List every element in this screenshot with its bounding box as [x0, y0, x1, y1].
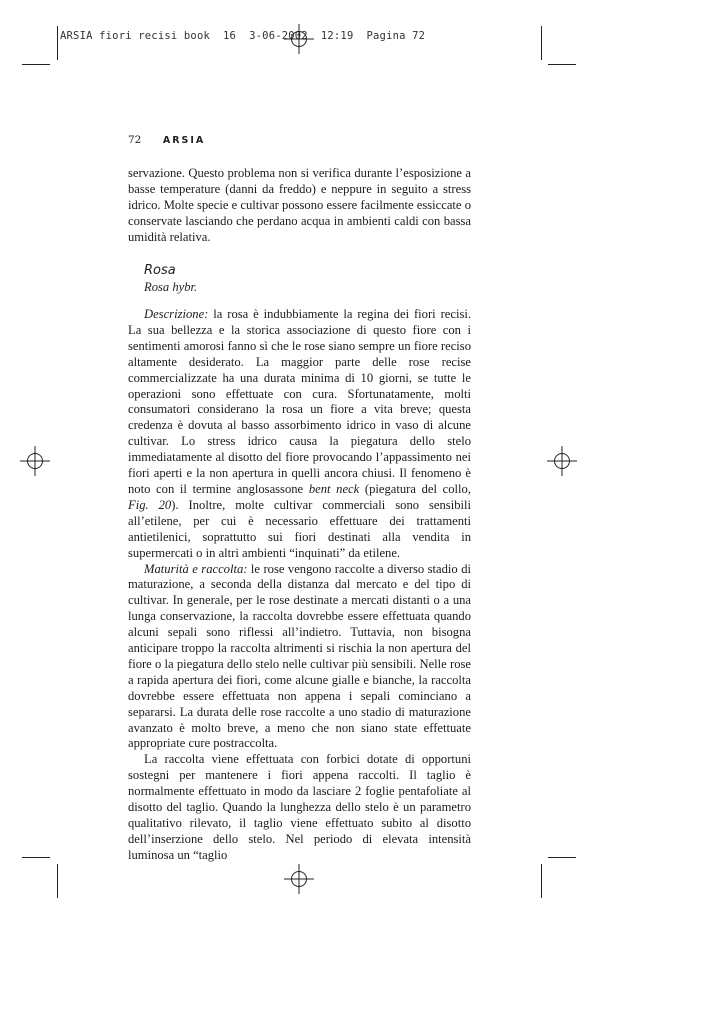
section-title: Rosa [144, 263, 176, 278]
registration-mark-bottom-icon [284, 864, 314, 894]
body-text-block [128, 307, 471, 864]
descrizione-label: Descrizione: [144, 307, 209, 321]
crop-mark-bottom-right-horizontal [548, 857, 576, 858]
raccolta-paragraph: La raccolta viene effettuata con forbici dotate di opportuni sostegni per mantenere i fiori appena raccolti. Il taglio è normalmente effettuato in modo da lasciare 2 foglie pentafoliate al disotto del taglio. Quando la lunghezza dello stelo è un parametro qualitativo rilevato, il taglio viene effettuato subito al disotto dell’inserzione dello stelo. Nel periodo di elevata intensità luminosa un “taglio [128, 752, 471, 862]
descrizione-text-1: la rosa è indubbiamente la regina dei fiori recisi. La sua bellezza e la storica associazione di questo fiore con i sentimenti amorosi fanno sì che le rose siano sempre un fiore reciso altamente desiderato. La maggior parte delle rose recise commercializzate ha una durata minima di 10 giorni, se tutte le operazioni sono effettuate con cura. Sfortunatamente, molti consumatori considerano la rosa un fiore a vita breve; questa credenza è dovuta al basso assorbimento idrico in vaso di alcune cultivar. Lo stress idrico causa la piegatura dello stelo immediatamente al disotto del fiore provocando l’appassimento nei fiori aperti e la non apertura in quelli ancora chiusi. Il fenomeno è noto con il termine anglosassone [128, 307, 471, 496]
crop-mark-bottom-left-horizontal [22, 857, 50, 858]
crop-mark-bottom-left-vertical [57, 864, 58, 898]
maturita-text: le rose vengono raccolte a diverso stadio di maturazione, a seconda della distanza dal mercato e del tipo di cultivar. In generale, per le rose destinate a mercati distanti o a una lunga conservazione, la raccolta dovrebbe essere effettuata quando alcuni sepali sono riflessi all’indietro. Tuttavia, non bisogna anticipare troppo la raccolta altrimenti si rischia la non apertura del fiore o la piegatura dello stelo nelle cultivar più sensibili. Nelle rose a rapida apertura dei fiori, come alcune gialle e bianche, la raccolta dovrebbe essere effettuata non appena i sepali cominciano a separarsi. La durata delle rose raccolte a uno stadio di maturazione avanzato è molto breve, a meno che non siano state effettuate appropriate cure postraccolta. [128, 561, 471, 751]
publisher-name: ARSIA [162, 135, 206, 146]
descrizione-text-2: (piegatura del collo, [359, 481, 471, 496]
crop-mark-top-right-horizontal [548, 64, 576, 65]
maturita-paragraph [128, 562, 471, 753]
registration-mark-left-icon [20, 446, 50, 476]
crop-mark-top-left-vertical [57, 26, 58, 60]
registration-mark-right-icon [547, 446, 577, 476]
registration-mark-top-icon [284, 24, 314, 54]
figure-reference: Fig. 20 [128, 497, 172, 512]
page-number: 72 [128, 134, 142, 146]
running-header [128, 133, 205, 146]
printer-slug-line: ARSIA fiori recisi book 16 3-06-2002 12:19 Pagina 72 [60, 30, 426, 42]
bent-neck-term: bent neck [308, 481, 360, 496]
intro-paragraph: servazione. Questo problema non si verifica durante l’esposizione a basse temperature (danni da freddo) e neppure in seguito a stress idrico. Molte specie e cultivar possono essere facilmente essiccate o conservate lasciando che perdano acqua in ambienti caldi con bassa umidità relativa. [128, 166, 471, 244]
descrizione-text-3: ). Inoltre, molte cultivar commerciali sono sensibili all’etilene, per cui è necessario effettuare dei trattamenti antietilenici, soprattutto sui fiori destinati alla vendita in supermercati o in altri ambienti “inquinati” da etilene. [128, 497, 471, 560]
maturita-label: Maturità e raccolta: [144, 561, 248, 576]
descrizione-paragraph [128, 307, 471, 562]
section-subtitle: Rosa hybr. [144, 280, 198, 294]
intro-text-block [128, 166, 471, 246]
crop-mark-top-left-horizontal [22, 64, 50, 65]
crop-mark-top-right-vertical [541, 26, 542, 60]
crop-mark-bottom-right-vertical [541, 864, 542, 898]
